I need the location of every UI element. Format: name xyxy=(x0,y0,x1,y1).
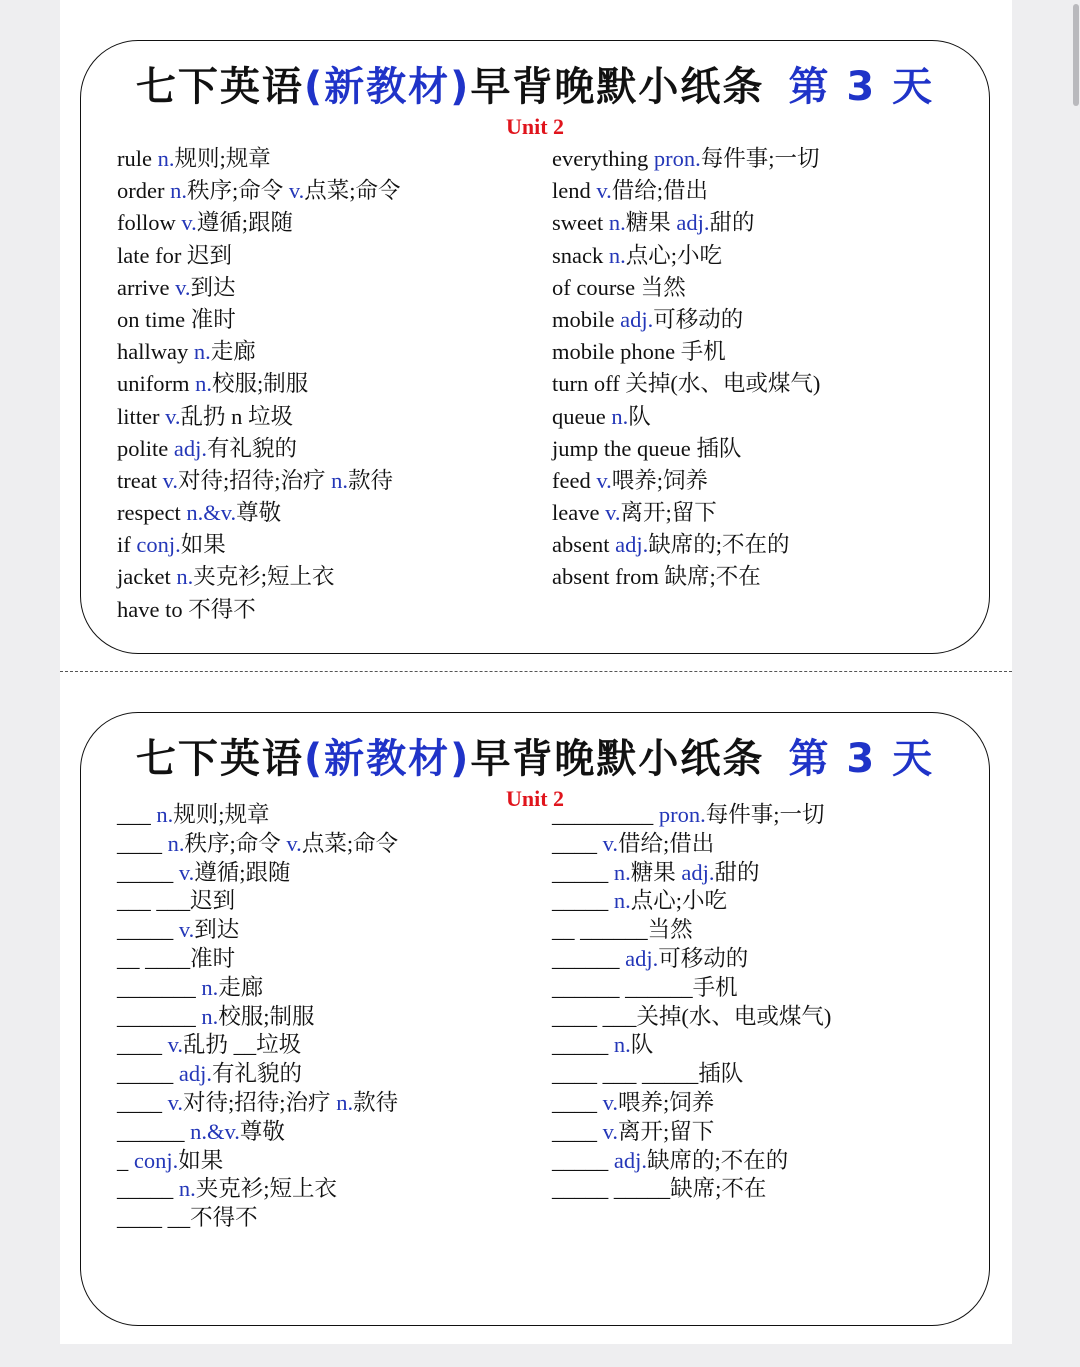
vocab-row xyxy=(552,207,820,239)
vocab-column-right xyxy=(552,143,820,594)
vocab-word: hallway xyxy=(117,339,194,365)
meaning: 可移动的 xyxy=(658,945,749,971)
meaning: 点菜;命令 xyxy=(301,830,399,856)
meaning: 对待;招待;治疗 xyxy=(178,467,332,493)
vocab-word: follow xyxy=(117,210,182,236)
part-of-speech: n. xyxy=(170,178,187,204)
title-main: 七下英语 xyxy=(135,736,304,782)
unit-label: Unit 2 xyxy=(505,114,565,139)
part-of-speech: n.&v. xyxy=(186,500,237,526)
part-of-speech: v. xyxy=(178,917,195,943)
part-of-speech: v. xyxy=(178,859,195,885)
meaning: 夹克衫;短上衣 xyxy=(195,1176,338,1202)
vocab-row xyxy=(552,143,820,175)
vocab-row xyxy=(552,240,820,272)
meaning: 不得不 xyxy=(190,1205,258,1231)
study-card xyxy=(80,40,990,654)
vocab-row xyxy=(117,1118,398,1147)
vocab-row xyxy=(117,1060,398,1089)
vocab-word: ___ ___ xyxy=(117,888,191,914)
card-title xyxy=(81,55,989,112)
unit-label: Unit 2 xyxy=(505,786,565,811)
meaning: 队 xyxy=(630,1032,654,1058)
scrollbar-thumb[interactable] xyxy=(1073,4,1079,106)
vocab-row xyxy=(552,401,820,433)
part-of-speech: adj. xyxy=(620,306,654,332)
vocab-row xyxy=(117,207,401,239)
vocab-word: have to xyxy=(117,596,189,622)
vocab-row xyxy=(552,529,820,561)
part-of-speech: n. xyxy=(608,210,626,236)
vocab-row xyxy=(552,1175,831,1204)
meaning: 当然 xyxy=(640,274,686,300)
part-of-speech: v. xyxy=(602,830,619,856)
vocab-word: uniform xyxy=(117,371,196,397)
vocab-row xyxy=(117,887,398,916)
cut-line xyxy=(60,671,1012,672)
vocab-row xyxy=(552,1060,831,1089)
vocab-row xyxy=(117,561,401,593)
vocab-row xyxy=(552,304,820,336)
vocab-word: ____ xyxy=(552,1118,603,1144)
title-new-textbook: (新教材) xyxy=(303,736,471,782)
vocab-row xyxy=(117,1204,398,1233)
part-of-speech: n. xyxy=(156,802,174,827)
meaning: 不得不 xyxy=(188,596,256,622)
vocab-word: absent from xyxy=(552,564,665,590)
vocab-row xyxy=(117,272,401,304)
vocab-word: rule xyxy=(117,146,158,171)
vocab-row xyxy=(552,1003,831,1032)
part-of-speech: v. xyxy=(167,1032,184,1058)
vocab-word: ____ __ xyxy=(117,1205,191,1231)
vocab-word: ___ xyxy=(117,802,157,827)
vocab-word: treat xyxy=(117,467,163,493)
card-title xyxy=(81,727,989,784)
part-of-speech: adj. xyxy=(613,1147,647,1173)
scrollbar[interactable] xyxy=(1070,0,1080,1367)
worksheet-page xyxy=(60,0,1012,1344)
vocab-word: of course xyxy=(552,274,641,300)
meaning: 点心;小吃 xyxy=(630,888,728,914)
vocab-word: on time xyxy=(117,306,191,332)
part-of-speech: adj. xyxy=(178,1061,212,1087)
vocab-word: everything xyxy=(552,146,654,171)
part-of-speech: n. xyxy=(157,146,175,171)
vocab-word: _________ xyxy=(552,802,659,827)
vocab-word: _____ xyxy=(117,1061,179,1087)
vocab-row xyxy=(117,240,401,272)
vocab-word: __ ____ xyxy=(117,945,191,971)
part-of-speech: adj. xyxy=(681,859,715,885)
vocab-row xyxy=(117,401,401,433)
meaning: 校服;制服 xyxy=(218,1003,315,1029)
vocab-word: _______ xyxy=(117,974,202,1000)
vocab-word: ____ ___ xyxy=(552,1003,637,1029)
vocab-row xyxy=(552,272,820,304)
part-of-speech: v. xyxy=(181,210,197,236)
vocab-row xyxy=(552,974,831,1003)
title-day: 第 3 天 xyxy=(788,64,935,110)
vocab-word: _____ xyxy=(552,888,614,914)
quiz-card xyxy=(80,712,990,1326)
vocab-word: ____ xyxy=(552,1089,603,1115)
vocab-word: ____ ___ _____ xyxy=(552,1061,699,1087)
vocab-row xyxy=(552,561,820,593)
meaning: 队 xyxy=(628,403,651,429)
vocab-row xyxy=(117,916,398,945)
meaning: 缺席的;不在的 xyxy=(647,1147,789,1173)
meaning: 手机 xyxy=(680,339,726,365)
vocab-word: ____ xyxy=(117,830,168,856)
part-of-speech: v. xyxy=(602,1089,619,1115)
vocab-word: polite xyxy=(117,435,174,461)
meaning: 迟到 xyxy=(190,888,236,914)
vocab-row xyxy=(117,594,401,626)
vocab-row xyxy=(117,143,401,175)
vocab-row xyxy=(117,175,401,207)
meaning: 秩序;命令 xyxy=(184,830,287,856)
vocab-word: ______ ______ xyxy=(552,974,693,1000)
vocab-word: _____ xyxy=(552,1032,614,1058)
meaning: 手机 xyxy=(692,974,738,1000)
vocab-word: snack xyxy=(552,242,609,268)
vocab-row xyxy=(117,801,398,830)
vocab-row xyxy=(552,433,820,465)
part-of-speech: adj. xyxy=(173,435,207,461)
part-of-speech: adj. xyxy=(625,945,659,971)
part-of-speech: n. xyxy=(178,1176,196,1202)
vocab-row xyxy=(117,1003,398,1032)
blank-column-left xyxy=(117,801,398,1233)
vocab-word: turn off xyxy=(552,371,626,397)
meaning: 准时 xyxy=(190,945,236,971)
part-of-speech: v. xyxy=(602,1118,619,1144)
vocab-word: _______ xyxy=(117,1003,202,1029)
vocab-row xyxy=(552,497,820,529)
vocab-row xyxy=(552,916,831,945)
meaning: 到达 xyxy=(190,274,236,300)
vocab-row xyxy=(117,945,398,974)
vocab-row xyxy=(552,1147,831,1176)
meaning: 规则;规章 xyxy=(173,802,270,827)
vocab-word: if xyxy=(117,532,137,558)
vocab-row xyxy=(117,336,401,368)
title-day: 第 3 天 xyxy=(788,736,935,782)
vocab-row xyxy=(117,368,401,400)
part-of-speech: v. xyxy=(596,467,612,493)
vocab-word: ____ xyxy=(552,830,603,856)
vocab-word: respect xyxy=(117,500,187,526)
meaning: 有礼貌的 xyxy=(212,1061,303,1087)
vocab-word: _____ xyxy=(117,917,179,943)
meaning: 喂养;饲养 xyxy=(611,467,709,493)
meaning: 当然 xyxy=(647,917,693,943)
vocab-row xyxy=(117,304,401,336)
meaning: 准时 xyxy=(190,306,236,332)
vocab-row xyxy=(552,336,820,368)
part-of-speech: pron. xyxy=(658,802,706,827)
vocab-word: sweet xyxy=(552,210,609,236)
part-of-speech: v. xyxy=(165,403,181,429)
vocab-row xyxy=(552,801,831,830)
meaning: 借给;借出 xyxy=(618,830,715,856)
vocab-row xyxy=(117,465,401,497)
part-of-speech: v. xyxy=(162,467,179,493)
vocab-row xyxy=(552,1118,831,1147)
vocab-word: mobile phone xyxy=(552,339,681,365)
meaning: 甜的 xyxy=(714,859,760,885)
blank-column-right xyxy=(552,801,831,1204)
meaning: 关掉(水、电或煤气) xyxy=(625,371,821,397)
part-of-speech: v. xyxy=(605,500,621,526)
part-of-speech: n. xyxy=(611,403,629,429)
meaning: 缺席的;不在的 xyxy=(648,532,790,558)
vocab-row xyxy=(117,529,401,561)
vocab-row xyxy=(117,1175,398,1204)
part-of-speech: n. xyxy=(331,467,349,493)
title-sub: 早背晚默小纸条 xyxy=(470,64,765,110)
meaning: 如果 xyxy=(180,532,226,558)
meaning: 校服;制服 xyxy=(212,371,309,397)
vocab-word: lend xyxy=(552,178,597,204)
part-of-speech: n. xyxy=(613,888,631,914)
vocab-word: ____ xyxy=(117,1032,168,1058)
meaning: 关掉(水、电或煤气) xyxy=(636,1003,832,1029)
part-of-speech: pron. xyxy=(653,146,701,171)
meaning: 款待 xyxy=(353,1089,399,1115)
vocab-column-left xyxy=(117,143,401,626)
vocab-word: jump the queue xyxy=(552,435,697,461)
vocab-word: _____ xyxy=(117,1176,179,1202)
meaning: 到达 xyxy=(194,917,240,943)
meaning: 走廊 xyxy=(210,339,256,365)
meaning: 如果 xyxy=(178,1147,224,1173)
meaning: 尊敬 xyxy=(239,1118,285,1144)
vocab-word: late for xyxy=(117,242,187,268)
vocab-word: _ xyxy=(117,1147,134,1173)
title-new-textbook: (新教材) xyxy=(303,64,471,110)
vocab-row xyxy=(552,830,831,859)
meaning: 遵循;跟随 xyxy=(196,210,294,236)
vocab-word: ____ xyxy=(117,1089,168,1115)
meaning: 每件事;一切 xyxy=(705,802,825,827)
meaning: 点心;小吃 xyxy=(625,242,722,268)
meaning: 糖果 xyxy=(630,859,682,885)
vocab-word: queue xyxy=(552,403,612,429)
vocab-word: __ ______ xyxy=(552,917,648,943)
meaning: 缺席;不在 xyxy=(664,564,761,590)
part-of-speech: n. xyxy=(613,1032,631,1058)
meaning: 规则;规章 xyxy=(174,146,271,171)
meaning: 喂养;饲养 xyxy=(618,1089,715,1115)
vocab-word: _____ xyxy=(552,859,614,885)
part-of-speech: v. xyxy=(596,178,612,204)
part-of-speech: v. xyxy=(286,830,302,856)
vocab-row xyxy=(117,433,401,465)
part-of-speech: v. xyxy=(167,1089,184,1115)
vocab-row xyxy=(117,1089,398,1118)
meaning: 乱扔 n 垃圾 xyxy=(180,403,294,429)
meaning: 缺席;不在 xyxy=(670,1176,767,1202)
meaning: 甜的 xyxy=(709,210,755,236)
vocab-row xyxy=(117,497,401,529)
part-of-speech: n. xyxy=(176,564,194,590)
meaning: 款待 xyxy=(348,467,394,493)
vocab-word: arrive xyxy=(117,274,176,300)
part-of-speech: n. xyxy=(167,830,185,856)
meaning: 对待;招待;治疗 xyxy=(183,1089,337,1115)
meaning: 有礼貌的 xyxy=(207,435,298,461)
part-of-speech: conj. xyxy=(136,532,181,558)
vocab-word: feed xyxy=(552,467,597,493)
meaning: 乱扔 __垃圾 xyxy=(183,1032,302,1058)
part-of-speech: n. xyxy=(195,371,212,397)
meaning: 尊敬 xyxy=(236,500,282,526)
vocab-word: _____ xyxy=(552,1147,614,1173)
part-of-speech: conj. xyxy=(133,1147,179,1173)
vocab-word: leave xyxy=(552,500,606,526)
meaning: 夹克衫;短上衣 xyxy=(193,564,335,590)
vocab-row xyxy=(552,368,820,400)
vocab-row xyxy=(552,175,820,207)
part-of-speech: n.&v. xyxy=(190,1118,240,1144)
vocab-word: mobile xyxy=(552,306,621,332)
part-of-speech: n. xyxy=(336,1089,354,1115)
vocab-row xyxy=(117,1147,398,1176)
vocab-row xyxy=(117,830,398,859)
meaning: 遵循;跟随 xyxy=(194,859,291,885)
vocab-row xyxy=(552,859,831,888)
part-of-speech: n. xyxy=(201,974,219,1000)
vocab-row xyxy=(552,1031,831,1060)
vocab-row xyxy=(117,859,398,888)
meaning: 离开;留下 xyxy=(618,1118,715,1144)
vocab-row xyxy=(552,1089,831,1118)
part-of-speech: v. xyxy=(175,274,191,300)
meaning: 插队 xyxy=(698,1061,744,1087)
vocab-word: ______ xyxy=(552,945,626,971)
part-of-speech: adj. xyxy=(676,210,710,236)
vocab-row xyxy=(552,887,831,916)
vocab-row xyxy=(117,974,398,1003)
vocab-row xyxy=(552,945,831,974)
meaning: 迟到 xyxy=(186,242,232,268)
meaning: 走廊 xyxy=(218,974,264,1000)
meaning: 插队 xyxy=(696,435,742,461)
vocab-word: absent xyxy=(552,532,616,558)
part-of-speech: n. xyxy=(201,1003,219,1029)
vocab-word: order xyxy=(117,178,171,204)
meaning: 借给;借出 xyxy=(611,178,709,204)
part-of-speech: n. xyxy=(193,339,211,365)
meaning: 秩序;命令 xyxy=(186,178,289,204)
part-of-speech: adj. xyxy=(615,532,649,558)
vocab-word: _____ xyxy=(117,859,179,885)
meaning: 离开;留下 xyxy=(620,500,717,526)
vocab-word: jacket xyxy=(117,564,177,590)
part-of-speech: n. xyxy=(613,859,631,885)
meaning: 可移动的 xyxy=(653,306,744,332)
meaning: 点菜;命令 xyxy=(304,178,401,204)
part-of-speech: v. xyxy=(288,178,305,204)
part-of-speech: n. xyxy=(608,242,626,268)
meaning: 糖果 xyxy=(625,210,677,236)
vocab-word: ______ xyxy=(117,1118,191,1144)
vocab-row xyxy=(117,1031,398,1060)
vocab-word: litter xyxy=(117,403,166,429)
vocab-word: _____ _____ xyxy=(552,1176,671,1202)
vocab-row xyxy=(552,465,820,497)
title-main: 七下英语 xyxy=(135,64,304,110)
meaning: 每件事;一切 xyxy=(700,146,820,171)
title-sub: 早背晚默小纸条 xyxy=(470,736,765,782)
